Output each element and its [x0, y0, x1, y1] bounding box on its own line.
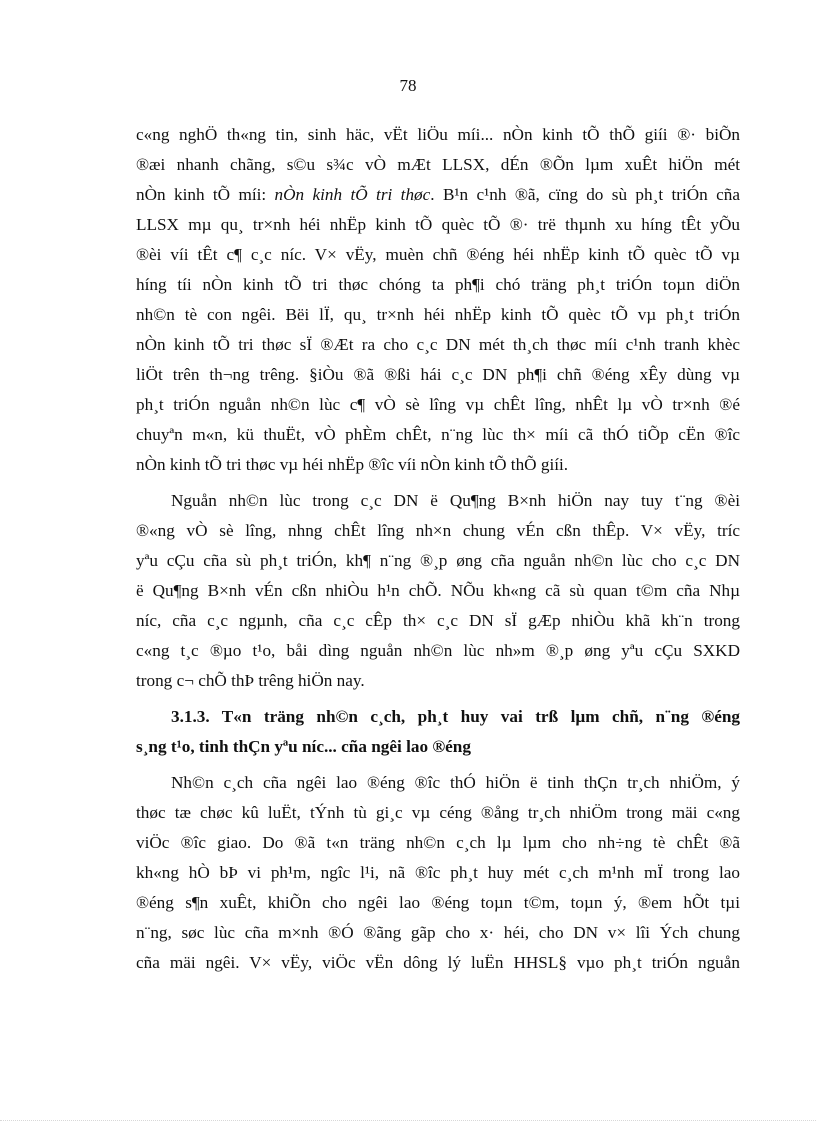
text-line: nh©n tè con ngêi. Bëi lÏ, qu¸ tr×nh héi nhËp kinh tÕ quèc tÕ vµ ph¸t triÓn — [136, 305, 740, 324]
paragraph-2 — [136, 486, 740, 696]
text-line: nÒn kinh tÕ tri thøc sÏ ®Æt ra cho c¸c DN mét th¸ch thøc míi c¹nh tranh khèc — [136, 335, 740, 354]
heading-line: s¸ng t¹o, tinh thÇn yªu níc... cña ngêi lao ®éng — [136, 737, 471, 756]
text-line: nÒn kinh tÕ tri thøc vµ héi nhËp ®îc víi nÒn kinh tÕ thÕ giíi. — [136, 455, 569, 474]
page-bottom-border — [0, 1120, 816, 1121]
text-line: n¨ng, søc lùc cña m×nh ®Ó ®ãng gãp cho x· héi, cho DN v× lîi Ých chung — [136, 923, 740, 942]
paragraph-1 — [136, 120, 740, 480]
text-line: ®èi víi tÊt c¶ c¸c níc. V× vËy, muèn chñ ®éng héi nhËp kinh tÕ quèc tÕ vµ — [136, 245, 740, 264]
text-line — [136, 180, 740, 210]
body-text — [136, 120, 740, 984]
text-line: viÖc ®îc giao. Do ®ã t«n träng nh©n c¸ch lµ lµm cho nh÷ng tè chÊt ®ã — [136, 833, 740, 852]
text-line: ®æi nhanh chãng, s©u s¾c vÒ mÆt LLSX, dÉn ®Õn lµm xuÊt hiÖn mét — [136, 155, 740, 174]
text-line: níc, cña c¸c ngµnh, cña c¸c cÊp th× c¸c DN sÏ gÆp nhiÒu khã kh¨n trong — [136, 611, 740, 630]
text-line: kh«ng hÒ bÞ vi ph¹m, ngîc l¹i, nã ®îc ph¸t huy mét c¸ch m¹nh mÏ trong lao — [136, 863, 740, 882]
text-line: ë Qu¶ng B×nh vÉn cßn nhiÒu h¹n chÕ. NÕu kh«ng cã sù quan t©m cña Nhµ — [136, 581, 740, 600]
text-segment: nÒn kinh tÕ míi: — [136, 185, 275, 204]
text-line: ph¸t triÓn nguån nh©n lùc c¶ vÒ sè lîng vµ chÊt lîng, nhÊt lµ vÒ tr×nh ®é — [136, 395, 740, 414]
heading-line: 3.1.3. T«n träng nh©n c¸ch, ph¸t huy vai trß lµm chñ, n¨ng ®éng — [171, 707, 740, 726]
text-line: c«ng nghÖ th«ng tin, sinh häc, vËt liÖu míi... nÒn kinh tÕ thÕ giíi ®· biÕn — [136, 125, 740, 144]
text-line: híng tíi nÒn kinh tÕ tri thøc chóng ta ph¶i chó träng ph¸t triÓn toµn diÖn — [136, 275, 740, 294]
text-line: liÖt trên th¬ng trêng. §iÒu ®ã ®ßi hái c¸c DN ph¶i chñ ®éng xÊy dùng vµ — [136, 365, 740, 384]
text-line: LLSX mµ qu¸ tr×nh héi nhËp kinh tÕ quèc tÕ ®· trë thµnh xu híng tÊt yÕu — [136, 215, 740, 234]
text-line: thøc tæ chøc kû luËt, tÝnh tù gi¸c vµ céng ®ång tr¸ch nhiÖm trong mäi c«ng — [136, 803, 740, 822]
text-line: yªu cÇu cña sù ph¸t triÓn, kh¶ n¨ng ®¸p øng cña nguån nh©n lùc cho c¸c DN — [136, 551, 740, 570]
text-line: Nguån nh©n lùc trong c¸c DN ë Qu¶ng B×nh hiÖn nay tuy t¨ng ®èi — [171, 491, 740, 510]
page-number: 78 — [399, 76, 417, 95]
text-line: c«ng t¸c ®µo t¹o, båi dìng nguån nh©n lùc nh»m ®¸p øng yªu cÇu SXKD — [136, 641, 740, 660]
text-segment: . B¹n c¹nh ®ã, cïng do sù ph¸t triÓn cña — [430, 185, 740, 204]
paragraph-3 — [136, 768, 740, 978]
section-heading — [136, 702, 740, 762]
text-line: cña mäi ngêi. V× vËy, viÖc vËn dông lý luËn HHSL§ vµo ph¸t triÓn nguån — [136, 953, 740, 972]
italic-phrase: nÒn kinh tÕ tri thøc — [274, 185, 431, 204]
text-line: Nh©n c¸ch cña ngêi lao ®éng ®îc thÓ hiÖn ë tinh thÇn tr¸ch nhiÖm, ý — [171, 773, 740, 792]
text-line: trong c¬ chÕ thÞ trêng hiÖn nay. — [136, 671, 365, 690]
text-line: ®«ng vÒ sè lîng, nhng chÊt lîng nh×n chung vÉn cßn thÊp. V× vËy, tríc — [136, 521, 740, 540]
text-line: chuyªn m«n, kü thuËt, vÒ phÈm chÊt, n¨ng lùc th× míi cã thÓ tiÕp cËn ®îc — [136, 425, 740, 444]
text-line: ®éng s¶n xuÊt, khiÕn cho ngêi lao ®éng toµn t©m, toµn ý, ®em hÕt tµi — [136, 893, 740, 912]
